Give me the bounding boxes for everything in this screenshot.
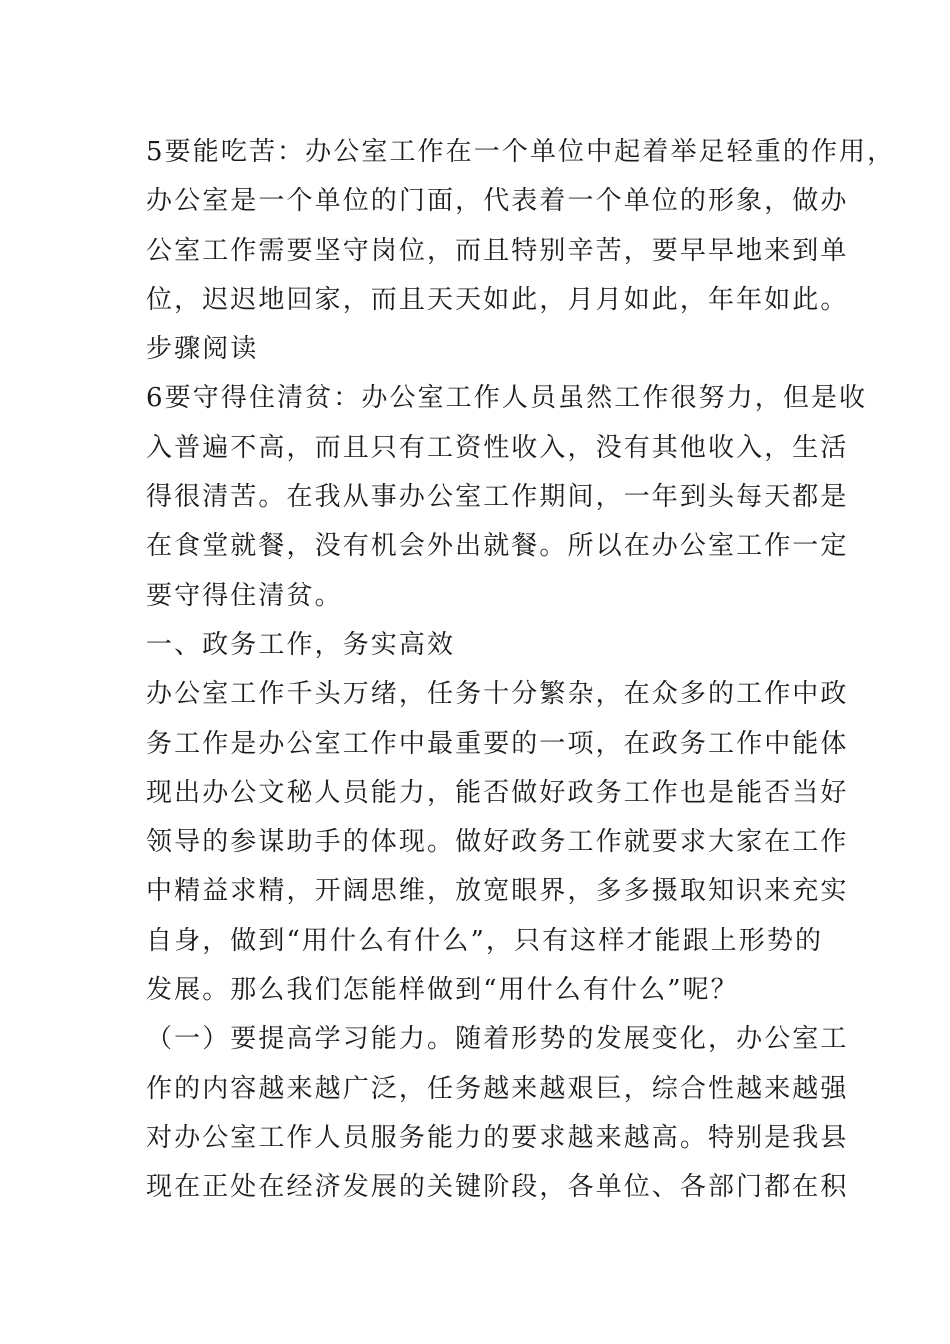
section-heading: 一、政务工作，务实高效 bbox=[146, 629, 456, 660]
text-line: 办公室是一个单位的门面，代表着一个单位的形象，做办 bbox=[146, 186, 849, 217]
text-line: 自身，做到“用什么有什么”，只有这样才能跟上形势的 bbox=[146, 925, 824, 956]
text-line: 发展。那么我们怎能样做到“用什么有什么”呢？ bbox=[146, 975, 739, 1006]
text-line: 现出办公文秘人员能力，能否做好政务工作也是能否当好 bbox=[146, 777, 849, 808]
text-line: 作的内容越来越广泛，任务越来越艰巨，综合性越来越强 bbox=[146, 1073, 849, 1104]
text-line: 5要能吃苦：办公室工作在一个单位中起着举足轻重的作用， bbox=[146, 137, 896, 167]
text-line: 中精益求精，开阔思维，放宽眼界，多多摄取知识来充实 bbox=[146, 876, 849, 907]
text-line: 公室工作需要坚守岗位，而且特别辛苦，要早早地来到单 bbox=[146, 235, 849, 266]
text-line: 要守得住清贫。 bbox=[146, 580, 343, 611]
text-line: 对办公室工作人员服务能力的要求越来越高。特别是我县 bbox=[146, 1122, 849, 1153]
section-label: 步骤阅读 bbox=[146, 334, 259, 365]
text-line: 办公室工作千头万绪，任务十分繁杂，在众多的工作中政 bbox=[146, 679, 849, 710]
text-line: 6要守得住清贫：办公室工作人员虽然工作很努力，但是收 bbox=[146, 383, 868, 414]
text-line: 位，迟迟地回家，而且天天如此，月月如此，年年如此。 bbox=[146, 284, 849, 315]
text-line: （一）要提高学习能力。随着形势的发展变化，办公室工 bbox=[146, 1024, 849, 1055]
text-line: 领导的参谋助手的体现。做好政务工作就要求大家在工作 bbox=[146, 827, 849, 858]
body-text bbox=[146, 128, 896, 1213]
text-line: 入普遍不高，而且只有工资性收入，没有其他收入，生活 bbox=[146, 432, 849, 463]
text-line: 得很清苦。在我从事办公室工作期间，一年到头每天都是 bbox=[146, 482, 849, 513]
text-line: 在食堂就餐，没有机会外出就餐。所以在办公室工作一定 bbox=[146, 531, 849, 562]
text-line: 务工作是办公室工作中最重要的一项，在政务工作中能体 bbox=[146, 728, 849, 759]
text-line: 现在正处在经济发展的关键阶段，各单位、各部门都在积 bbox=[146, 1172, 849, 1203]
